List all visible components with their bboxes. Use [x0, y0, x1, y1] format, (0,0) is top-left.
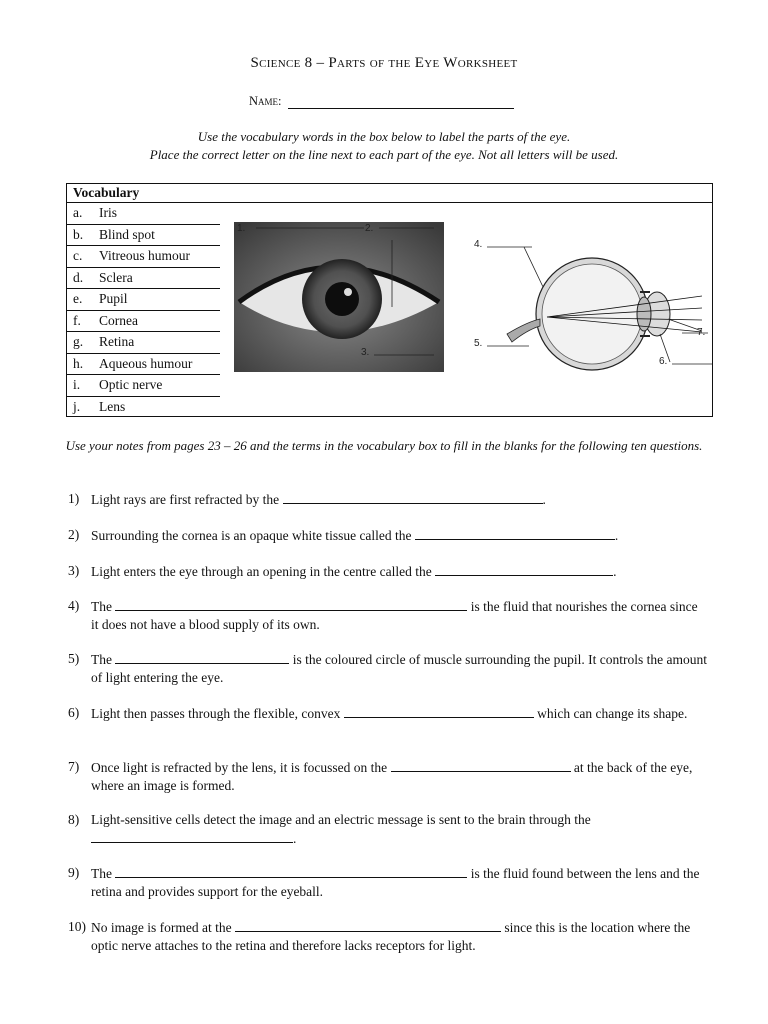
vocabulary-header: Vocabulary	[67, 184, 712, 203]
question-9	[68, 864, 708, 901]
question-number: 7)	[68, 759, 80, 774]
vocab-letter: a.	[73, 205, 83, 221]
question-1	[68, 490, 708, 509]
vocab-term: Blind spot	[99, 226, 155, 242]
name-label: Name:	[249, 94, 282, 108]
answer-blank[interactable]	[415, 526, 615, 540]
question-text: The	[91, 652, 112, 667]
question-text: Light enters the eye through an opening in the centre called the	[91, 564, 432, 579]
vocab-letter: h.	[73, 355, 84, 371]
question-number: 5)	[68, 651, 80, 666]
vocab-item	[67, 246, 220, 268]
question-number: 9)	[68, 865, 80, 880]
vocab-letter: g.	[73, 334, 84, 350]
question-text: No image is formed at the	[91, 920, 232, 935]
vocab-term: Lens	[99, 399, 126, 415]
question-number: 8)	[68, 812, 80, 827]
vocab-letter: f.	[73, 312, 81, 328]
question-text: Light rays are first refracted by the	[91, 492, 280, 507]
question-text-end: .	[293, 831, 297, 846]
answer-blank[interactable]	[115, 864, 467, 878]
question-number: 10)	[68, 919, 86, 934]
instructions-line-2: Place the correct letter on the line next to each part of the eye. Not all letters will be used.	[149, 147, 619, 162]
question-text-end: .	[542, 492, 546, 507]
instructions-line-1: Use the vocabulary words in the box below to label the parts of the eye.	[197, 129, 571, 144]
vocab-letter: c.	[73, 248, 83, 264]
eye-photo	[234, 222, 444, 372]
vocab-item	[67, 397, 220, 419]
vocab-term: Vitreous humour	[99, 248, 191, 264]
question-number: 3)	[68, 563, 80, 578]
vocab-term: Pupil	[99, 291, 128, 307]
answer-blank[interactable]	[435, 562, 613, 576]
answer-blank[interactable]	[344, 704, 534, 718]
question-text: Light-sensitive cells detect the image and an electric message is sent to the brain through the	[91, 812, 591, 827]
question-3	[68, 562, 708, 581]
question-5	[68, 650, 708, 687]
eye-diagram	[472, 214, 712, 379]
question-7	[68, 758, 708, 795]
question-10	[68, 918, 708, 955]
vocab-item	[67, 354, 220, 376]
question-text-end: is the coloured circle of muscle surrounding the pupil. It controls the amount of light entering the eye.	[91, 652, 708, 685]
questions-instructions: Use your notes from pages 23 – 26 and the terms in the vocabulary box to fill in the blanks for the following ten questions.	[65, 438, 703, 453]
question-8	[68, 811, 708, 848]
name-blank[interactable]	[288, 94, 514, 109]
answer-blank[interactable]	[235, 918, 501, 932]
diagram-label: 7.	[697, 327, 706, 338]
vocab-letter: i.	[73, 377, 81, 393]
vocab-letter: b.	[73, 226, 84, 242]
vocabulary-box	[66, 183, 713, 417]
question-6	[68, 704, 708, 723]
question-text-end: .	[614, 528, 619, 543]
vocab-term: Sclera	[99, 269, 133, 285]
vocab-term: Aqueous humour	[99, 355, 193, 371]
vocab-item	[67, 225, 220, 247]
vocab-item	[67, 311, 220, 333]
worksheet-title: Science 8 – Parts of the Eye Worksheet	[250, 55, 518, 71]
vocab-letter: d.	[73, 269, 84, 285]
vocabulary-list	[67, 203, 220, 418]
question-text-end: is the fluid that nourishes the cornea since it does not have a blood supply of its own.	[91, 599, 698, 632]
question-4	[68, 597, 708, 634]
vocab-item	[67, 203, 220, 225]
vocab-item	[67, 332, 220, 354]
vocab-term: Cornea	[99, 312, 138, 328]
vocab-letter: e.	[73, 291, 83, 307]
labeling-instructions	[0, 128, 768, 164]
diagram-label: 5.	[474, 338, 483, 349]
answer-blank[interactable]	[91, 829, 293, 843]
question-2	[68, 526, 708, 545]
question-text-end: which can change its shape.	[537, 706, 688, 721]
vocab-item	[67, 289, 220, 311]
question-text-end: is the fluid found between the lens and the retina and provides support for the eyeball.	[91, 866, 700, 899]
name-line	[249, 94, 514, 109]
vocab-letter: j.	[73, 399, 81, 415]
photo-label: 3.	[361, 347, 370, 358]
question-number: 6)	[68, 705, 80, 720]
vocab-item	[67, 268, 220, 290]
answer-blank[interactable]	[115, 597, 467, 611]
vocab-term: Retina	[99, 334, 135, 350]
vocab-term: Optic nerve	[99, 377, 163, 393]
question-text: The	[91, 866, 112, 881]
question-text: Once light is refracted by the lens, it is focussed on the	[91, 760, 388, 775]
question-text-end: since this is the location where the optic nerve attaches to the retina and therefore lacks receptors for light.	[91, 920, 691, 953]
answer-blank[interactable]	[283, 490, 543, 504]
diagram-label: 6.	[659, 356, 668, 367]
diagram-label: 4.	[474, 239, 483, 250]
question-number: 1)	[68, 491, 80, 506]
question-text: The	[91, 599, 112, 614]
photo-label: 2.	[365, 223, 374, 234]
question-text-end: .	[613, 564, 617, 579]
answer-blank[interactable]	[391, 758, 571, 772]
vocab-term: Iris	[99, 205, 117, 221]
question-text: Light then passes through the flexible, convex	[91, 706, 341, 721]
question-number: 2)	[68, 527, 80, 542]
question-number: 4)	[68, 598, 80, 613]
photo-label: 1.	[237, 223, 246, 234]
question-text: Surrounding the cornea is an opaque white tissue called the	[91, 528, 412, 543]
vocab-item	[67, 375, 220, 397]
question-text-end: at the back of the eye, where an image is formed.	[91, 760, 693, 793]
answer-blank[interactable]	[115, 650, 289, 664]
